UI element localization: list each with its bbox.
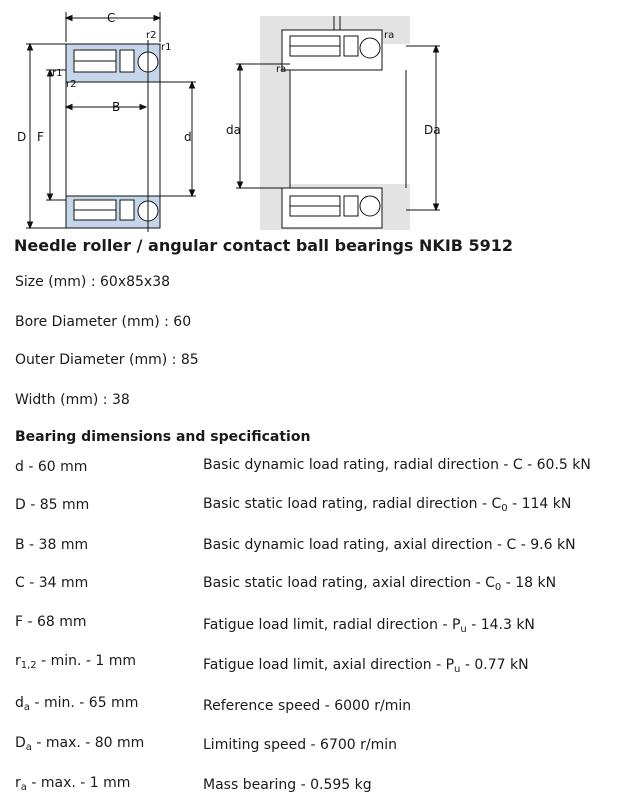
dim-label-ra-left: ra xyxy=(276,64,287,75)
dim-label-b: B xyxy=(112,100,121,114)
dim-label-r2-left: r2 xyxy=(66,79,77,90)
dim-label-ra-top: ra xyxy=(384,30,395,41)
dim-label-d-bore: d xyxy=(184,130,192,144)
dimension-row: C - 34 mm xyxy=(15,575,89,591)
product-title: Needle roller / angular contact ball bearings NKIB 5912 xyxy=(14,236,514,255)
dim-label-c: C xyxy=(107,11,116,25)
bearing-drawings xyxy=(0,0,634,232)
dimension-row: $r_a$ - max. - 1 mm xyxy=(15,775,131,793)
dimension-row: $d_a$ - min. - 65 mm xyxy=(15,695,139,713)
attribute-size: Size (mm) : 60x85x38 xyxy=(15,274,171,290)
spec-row: Mass bearing - 0.595 kg xyxy=(203,777,372,793)
dim-label-r2: r2 xyxy=(146,30,157,41)
dim-label-r1: r1 xyxy=(161,42,172,53)
spec-row: Basic dynamic load rating, axial direction - C - 9.6 kN xyxy=(203,537,576,553)
dim-label-da-lower: da xyxy=(226,123,241,137)
dim-label-d-outer: D xyxy=(17,130,27,144)
dim-label-r1-left: r1 xyxy=(52,68,63,79)
spec-row: Fatigue load limit, axial direction - $P_u - 0.77$ kN xyxy=(203,657,529,675)
dimension-row: B - 38 mm xyxy=(15,537,89,553)
dim-label-da-upper: Da xyxy=(424,123,441,137)
attribute-width: Width (mm) : 38 xyxy=(15,392,130,408)
attribute-bore: Bore Diameter (mm) : 60 xyxy=(15,314,192,330)
dimension-row: d - 60 mm xyxy=(15,459,88,475)
spec-row: Basic dynamic load rating, radial direction - C - 60.5 kN xyxy=(203,457,591,473)
dimension-row: $D_a$ - max. - 80 mm xyxy=(15,735,145,753)
spec-row: Basic static load rating, axial direction - $C_0 - 18$ kN xyxy=(203,575,557,593)
spec-heading: Bearing dimensions and specification xyxy=(15,429,311,445)
attribute-outer: Outer Diameter (mm) : 85 xyxy=(15,352,199,368)
spec-row: Limiting speed - 6700 r/min xyxy=(203,737,398,753)
mounting-drawing xyxy=(236,16,440,230)
dimension-row: F - 68 mm xyxy=(15,614,87,630)
spec-row: Fatigue load limit, radial direction - $P_u - 14.3$ kN xyxy=(203,617,535,635)
spec-row: Basic static load rating, radial direction - $C_0 - 114$ kN xyxy=(203,496,572,514)
dimension-row: $r_{1,2}$ - min. - 1 mm xyxy=(15,653,137,671)
dimension-row: D - 85 mm xyxy=(15,497,90,513)
spec-row: Reference speed - 6000 r/min xyxy=(203,698,412,714)
dim-label-f: F xyxy=(37,130,44,144)
